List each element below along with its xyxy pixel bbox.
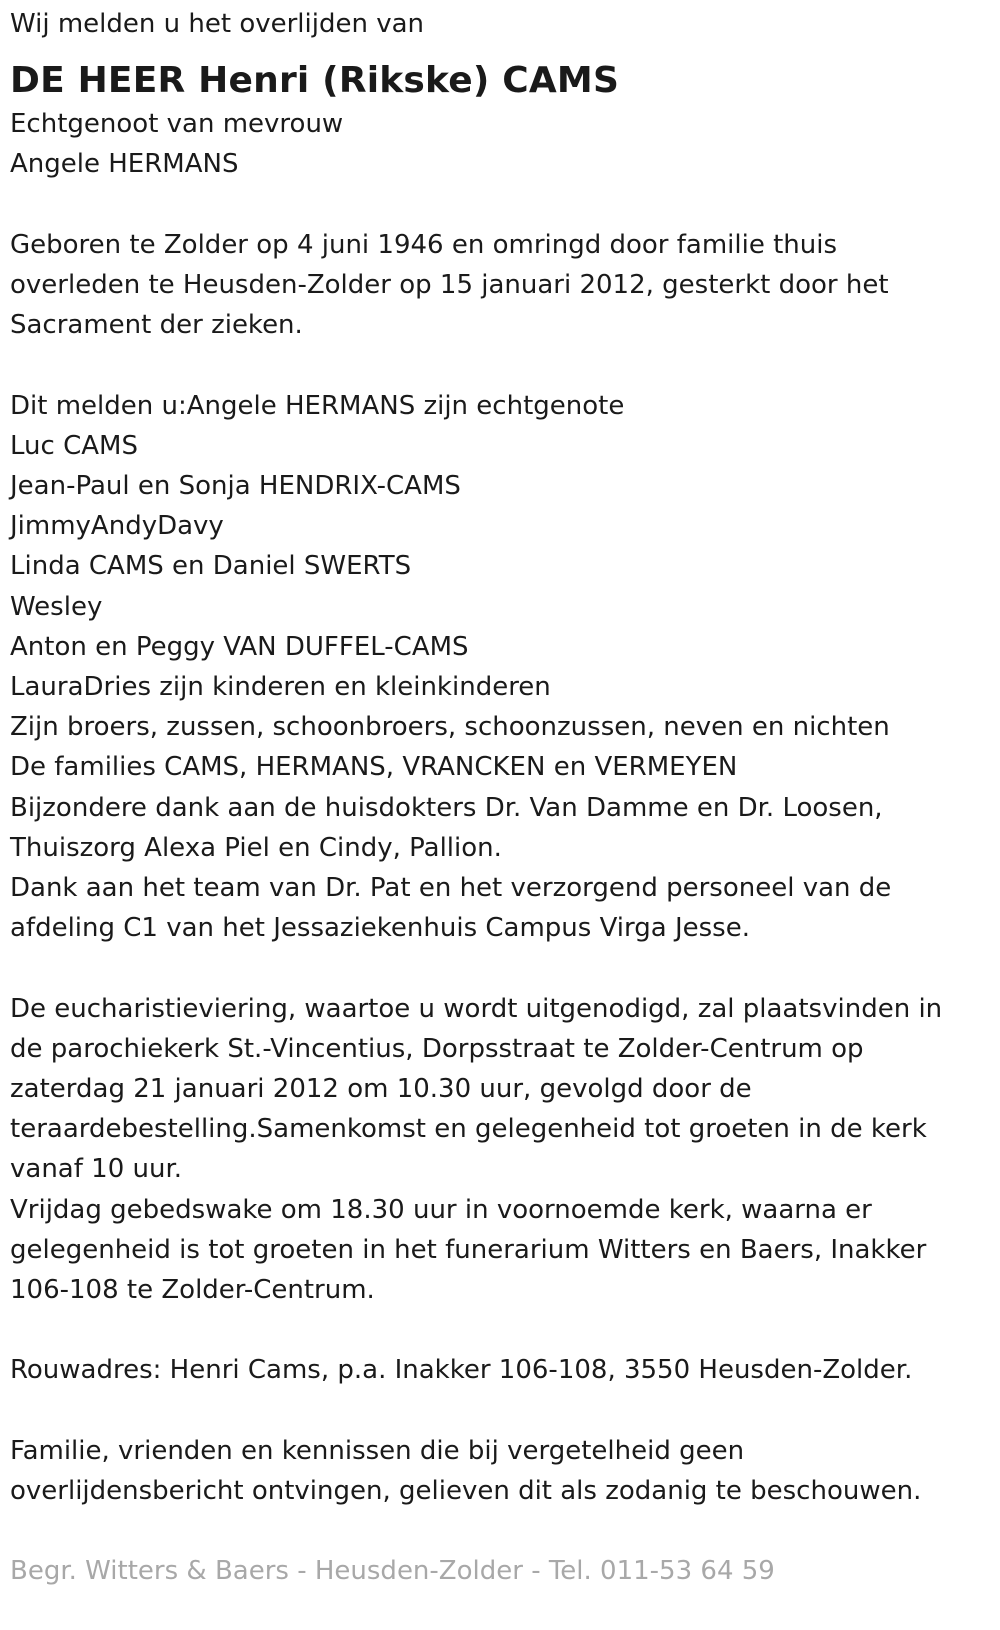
spouse-line: Echtgenoot van mevrouw <box>10 109 344 140</box>
deceased-name-heading: DE HEER Henri (Rikske) CAMS <box>10 60 620 102</box>
family-line: Anton en Peggy VAN DUFFEL-CAMS <box>10 631 469 662</box>
family-line: afdeling C1 van het Jessaziekenhuis Campus Virga Jesse. <box>10 913 750 944</box>
death-notice <box>10 4 985 1592</box>
family-line: JimmyAndyDavy <box>10 511 224 542</box>
family-line: Jean-Paul en Sonja HENDRIX-CAMS <box>10 471 461 501</box>
undertaker-footer: Begr. Witters & Baers - Heusden-Zolder - Tel. 011-53 64 59 <box>10 1556 775 1587</box>
ceremony-line: Vrijdag gebedswake om 18.30 uur in voornoemde kerk, waarna er <box>10 1194 872 1225</box>
ceremony-paragraph <box>10 989 985 1311</box>
notice-line: Familie, vrienden en kennissen die bij vergetelheid geen <box>10 1435 745 1466</box>
ceremony-line: zaterdag 21 januari 2012 om 10.30 uur, gevolgd door de <box>10 1074 752 1105</box>
family-line: Thuiszorg Alexa Piel en Cindy, Pallion. <box>10 832 502 863</box>
family-line: Wesley <box>10 591 103 622</box>
spacer <box>10 345 985 385</box>
family-line: Linda CAMS en Daniel SWERTS <box>10 551 412 582</box>
family-line: Luc CAMS <box>10 430 138 461</box>
spacer <box>10 1310 985 1350</box>
family-line: Dank aan het team van Dr. Pat en het verzorgend personeel van de <box>10 873 892 904</box>
birth-death-line: Sacrament der zieken. <box>10 310 303 341</box>
family-line: Dit melden u:Angele HERMANS zijn echtgenote <box>10 390 625 421</box>
ceremony-line: De eucharistieviering, waartoe u wordt uitgenodigd, zal plaatsvinden in <box>10 993 943 1024</box>
birth-death-paragraph <box>10 225 985 346</box>
family-line: De families CAMS, HERMANS, VRANCKEN en VERMEYEN <box>10 752 738 783</box>
spacer <box>10 1511 985 1551</box>
family-line: LauraDries zijn kinderen en kleinkinderen <box>10 672 551 703</box>
notice-line: overlijdensbericht ontvingen, gelieven dit als zodanig te beschouwen. <box>10 1476 922 1507</box>
spacer <box>10 948 985 988</box>
spacer <box>10 185 985 225</box>
ceremony-line: de parochiekerk St.-Vincentius, Dorpsstraat te Zolder-Centrum op <box>10 1033 864 1064</box>
family-line: Bijzondere dank aan de huisdokters Dr. Van Damme en Dr. Loosen, <box>10 792 883 823</box>
family-line: Zijn broers, zussen, schoonbroers, schoonzussen, neven en nichten <box>10 712 890 743</box>
notice-paragraph <box>10 1431 985 1511</box>
ceremony-line: vanaf 10 uur. <box>10 1154 183 1185</box>
spacer <box>10 1391 985 1431</box>
ceremony-line: teraardebestelling.Samenkomst en gelegenheid tot groeten in de kerk <box>10 1114 927 1145</box>
birth-death-line: Geboren te Zolder op 4 juni 1946 en omringd door familie thuis <box>10 229 838 260</box>
mourning-address: Rouwadres: Henri Cams, p.a. Inakker 106-108, 3550 Heusden-Zolder. <box>10 1355 913 1386</box>
family-list <box>10 386 985 949</box>
spouse-name: Angele HERMANS <box>10 149 239 180</box>
intro-text: Wij melden u het overlijden van <box>10 9 425 39</box>
ceremony-line: gelegenheid is tot groeten in het funerarium Witters en Baers, Inakker <box>10 1234 927 1265</box>
ceremony-line: 106-108 te Zolder-Centrum. <box>10 1275 375 1306</box>
birth-death-line: overleden te Heusden-Zolder op 15 januari 2012, gesterkt door het <box>10 270 889 300</box>
